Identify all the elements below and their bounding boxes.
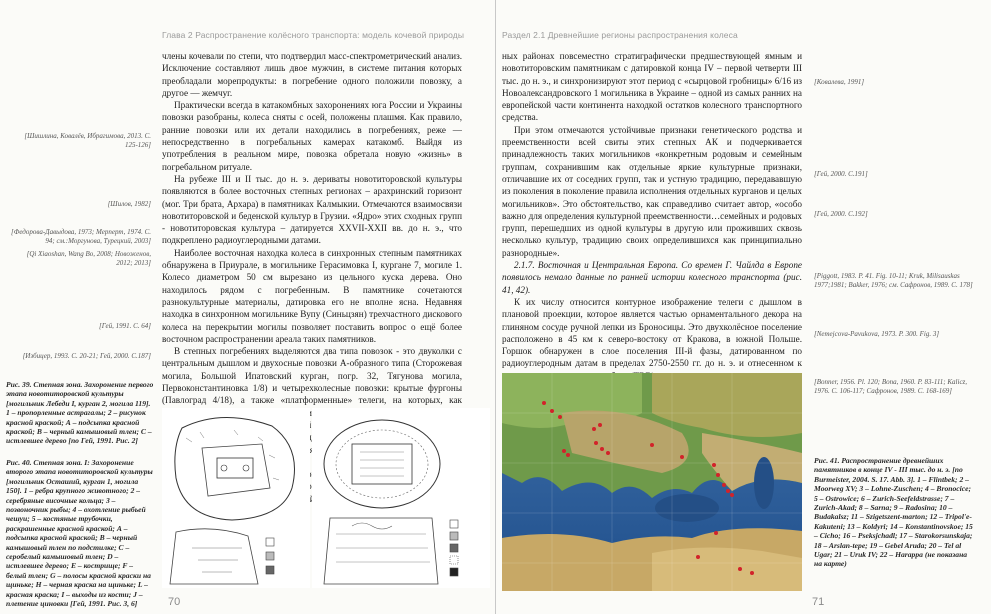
margin-reference: [Шилов, 1982] xyxy=(107,200,151,208)
margin-reference: [Nemejcova-Pavukova, 1973. P. 300. Fig. 3] xyxy=(814,330,940,338)
margin-reference: [Ковалева, 1991] xyxy=(814,78,865,86)
paragraph: В степных погребениях выделяются два типа повозок - это двуколки с центральным дышлом и двухосные повозки А-образного типа (Сторожевая могила, Большой Ипатовский курган, погр. 32, Тягунова могила, Первоконстантиновка 1/8) и четырехколесные повозки: крытые фургоны (Павлоград 4/18), а также «платформенные» телеги, на которых, как xyxy=(162,346,462,406)
paragraph: ных районах повсеместно стратиграфически предшествующей ямным и новотиторовским памятникам с датировкой конца IV – первой четверти III тыс. до н. э., и синхронизируют этот период с «сырцовой гробницы» 6/16 из Новоалександровского 1 могильника в Украине – одной из самых ранних на европейской части континента находкой остатков колесного транспортного средства. xyxy=(502,51,802,123)
grave-plan-drawing-1 xyxy=(162,408,310,588)
margin-reference: [Bonner, 1956. Pl. 120; Bona, 1960. P. 83-111; Kalicz, 1976. С. 106-117; Сафронов, 1989. С. 168-169] xyxy=(814,378,968,395)
paragraph: Практически всегда в катакомбных захоронениях юга России и Украины повозки разобраны, колеса сняты с осей, положены плашмя. Как правило, ранние повозки или их детали находились в погребениях, реже — непосредственно в погребальных камерах катакомб. Выйдя из употребления в реальном мире, повозка обретала новую «жизнь» в погребальном ритуале. xyxy=(162,100,462,172)
paragraph: На рубеже III и II тыс. до н. э. дериваты новотиторовской культуры появляются в более восточных степных регионах – арахринский горизонт (мог. Три брата, Архара) в памятниках Калмыкии. Отмечаются взаимосвязи новотиторовской и беденской культур в Грузии. «Ядро» этих сходных групп - новотиторовская культура – датируется XXVII-XXII вв. до н. э., что подкреплено радиоуглеродными датами. xyxy=(162,173,462,246)
margin-reference: [Qi Xiaoshan, Wang Bo, 2008; Новоженов, 2012; 2013] xyxy=(26,250,151,267)
distribution-map xyxy=(502,373,802,591)
figure-41-caption: Рис. 41. Распространение древнейших памятников в конце IV - III тыс. до н. э. [по Burmeister, 2004. S. 17. Abb. 3]. 1 – Flintbek; 2 – Moorweg XV; 3 – Lohne-Zuschen; 4 – Bronocice; 5 – Ostrowice; 6 – Zurich-Seefeldstrasse; 7 – Zurich-Akad; 8 – Sarna; 9 – Radosina; 10 – Budakalsz; 11 – Szigetszent-marton; 12 – Tripol'e-Kakuteni; 13 – Koldyri; 14 – Konstantinovskoe; 15 – Cicho; 16 – Pseksjchadl; 17 – Starokorsunskaja; 18 – Arslan-tepe; 19 – Gebel Aruda; 20 – Tel al Ugar; 21 – Uruk IV; 22 – Harappa (не показана на карте) xyxy=(814,456,973,569)
margin-reference: [Гей, 1991. С. 64] xyxy=(99,322,151,330)
figure-39-caption: Рис. 39. Степная зона. Захоронение первого этапа новотиторовской культуры [могильник Лебеди I, курган 2, могила 119]. 1 – пропорленные астрагалы; 2 – рисунок красной краской; А – подсыпка красной краской; В – черный камышовый тлен; С – истлевшее дерево [по Гей, 1991. Рис. 2] xyxy=(6,380,154,446)
paragraph: При этом отмечаются устойчивые признаки генетического родства и преемственности всей свиты этих степных АК и подчеркивается принадлежность таких могильников «конкретным родовым и семейным группам, сохранившим как отдельные яркие культурные признаки, отличавшие их от соседних групп, так и устную традицию, передававшую из поколения в поколение правила исполнения отдельных курганов и целых могильников». Это обстоятельство, как справедливо считает автор, «особо важно для определения культурной преемственности…семейных и родовых групп, перешедших из одной культуры в другую или проживших сквозь несколько культур, традицию своих определившихся как принципиально разнородные». xyxy=(502,124,802,258)
margin-reference: [Гей, 2000. С.191] xyxy=(814,170,868,178)
section-heading-paragraph: 2.1.7. Восточная и Центральная Европа. Со времен Г. Чайлда в Европе появилось немало данные по ранней истории колесного транспорта (рис. 41, 42). xyxy=(502,260,802,295)
margin-reference: [Piggott, 1983. P. 41. Fig. 10-11; Kruk, Milisauskas 1977;1981; Bakker, 1976; см. Сафронов, 1989. С. 178] xyxy=(814,272,973,289)
page-number: 70 xyxy=(168,596,181,608)
grave-plan-drawing-2 xyxy=(312,408,490,588)
right-page xyxy=(496,0,991,614)
figure-40-caption: Рис. 40. Степная зона. I: Захоронение второго этапа новотиторовской культуры [могильник Осташий, курган 1, могила 150]. 1 – ребра крупного животного; 2 – серебряные височные кольца; 3 – позвоночник рыбы; 4 – охотление рыбьей чешуи; 5 – костяные трубочки, раскрашенные красной краской; А – подсыпка красной краской; В – черный камышовый тлен по подстилке; С – серобелый камышовый тлен; D – истлевшее дерево; Е – кострище; F – белый тлен; G – полосы красной краски на щиньке; Н – черная краска на щиньке; L – красная краска; I – выходы из кости; J – плетение циновки [Гей, 1991. Рис. 3, 6] xyxy=(6,458,153,609)
paragraph: К их числу относится контурное изображение телеги с дышлом в плановой проекции, которое является частью орнаментального декора на глиняном сосуде ручной лепки из Броносицы. Это двухколёсное поселение расположено в 45 км к северо-востоку от Кракова, в южной Польше. Горшок обнаружен в слое поселения III-й фазы, датированном по радиоуглеродным датам в пределах 2750-2550 гг. до н. э. и отнесенном к xyxy=(502,296,802,369)
paragraph: Наиболее восточная находка колеса в синхронных степным памятниках обнаружена в Приурале, в могильнике Герасимовка I, кургане 7, могиле 1. Колесо диаметром 50 см вырезано из цельного куска дерева. Оно находилось рядом с погребенным. В памятнике сочетаются разнокультурные материалы, датировка его не вполне ясна. Недавняя находка в синхронном могильнике Вупу (Синьцзян) трехчастного дискового колеса на перекрытии могилы позволяет поставить вопрос о ещё более восточном распространении ареала таких памятников. xyxy=(162,247,462,344)
margin-reference: [Избицер, 1993. С. 20-21; Гей, 2000. С.187] xyxy=(22,352,151,360)
margin-reference: [Федорова-Давыдова, 1973; Мерперт, 1974. С. 94; см.:Моргунова, Турецкий, 2003] xyxy=(11,228,151,245)
page-number: 71 xyxy=(812,596,825,608)
running-head: Раздел 2.1 Древнейшие регионы распространения колеса xyxy=(502,30,738,40)
paragraph: члены кочевали по степи, что подтвердил масс-спектрометрический анализ. Исключение составляют лишь двое мужчин, в системе питания которых преобладали морепродукты: в погребение одного положили повозку, а другое — жемчуг. xyxy=(162,51,462,98)
margin-reference: [Гей, 2000. С.192] xyxy=(814,210,868,218)
margin-reference: [Шишлина, Ковалёв, Ибрагимова, 2013. С. 125-126] xyxy=(24,132,151,149)
running-head: Глава 2 Распространение колёсного транспорта: модель кочевой природы xyxy=(162,30,465,40)
